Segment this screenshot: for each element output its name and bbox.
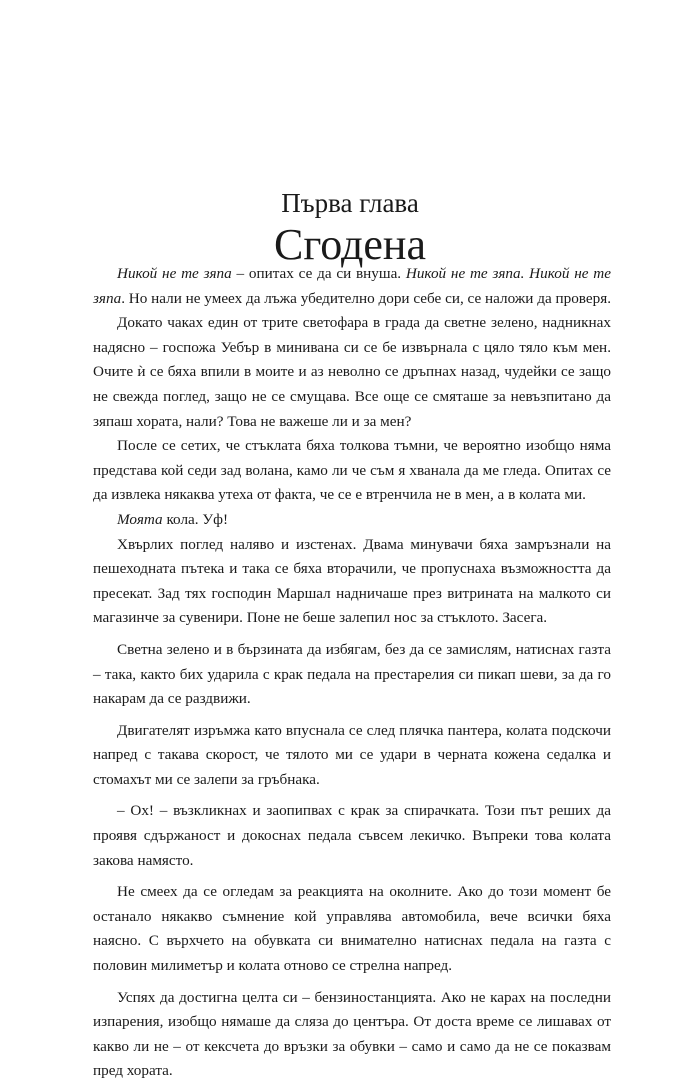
paragraph-segment: Хвърлих поглед наляво и изстенах. Двама минувачи бяха замръзнали на пешеходната пътека и така се бяха вторачили, че пропуснаха възможността да пресекат. Зад тях господин Маршал надничаше през витрината на малкото си магазинче за сувенири. Поне не беше залепил нос за стъклото. Засега. — [93, 535, 611, 627]
paragraph-segment: Никой не те зяпа — [117, 265, 232, 282]
paragraph-segment: Не смеех да се огледам за реакцията на околните. Ако до този момент бе останало някакво съмнение кой управлява автомобила, вече всички бяха наясно. С върхчето на обувката си внимателно натиснах педала на газта с половин милиметър и колата отново се стрелна напред. — [93, 883, 611, 975]
chapter-label: Първа глава — [281, 188, 419, 218]
paragraph-segment: кола. Уф! — [162, 510, 229, 528]
paragraph-2 — [93, 311, 611, 434]
paragraph-4 — [93, 508, 611, 533]
chapter-body — [93, 262, 611, 1084]
paragraph-3 — [93, 434, 611, 508]
paragraph-segment: Докато чаках един от трите светофара в града да светне зелено, надникнах надясно – госпожа Уебър в миниванa си се бе извърнала с цяло тяло към мен. Очите ѝ се бяха впили в моите и аз неволно се дръпнах назад, чудейки се защо не свежда поглед, защо не се смущава. Все още се смяташе за невъзпитано да зяпаш хората, нали? Това не важеше ли и за мен? — [93, 314, 611, 430]
paragraph-segment: – опитах се да си внуша. — [231, 265, 406, 282]
paragraph-9 — [93, 880, 611, 978]
chapter-title: Сгодена — [273, 220, 427, 269]
paragraph-1 — [93, 262, 611, 311]
paragraph-segment: После се сетих, че стъклата бяха толкова тъмни, че вероятно изобщо няма представа кой седи зад волана, камо ли че съм я хванала да ме гледа. Опитах се да извлека някаква утеха от факта, че се е втренчила не в мен, а в колата ми. — [93, 437, 611, 504]
paragraph-segment: . Но нали не умеех да лъжа убедително дори себе си, се наложи да проверя. — [121, 289, 611, 307]
paragraph-segment: Двигателят изръмжа като впуснала се след плячка пантера, колата подскочи напред с такава скорост, че тялото ми се удари в черната кожена седалка и стомахът ми се залепи за гръбнака. — [93, 721, 611, 788]
paragraph-6 — [93, 638, 611, 712]
paragraph-segment: – Ох! – възкликнах и заопипвах с крак за спирачката. Този път реших да проявя сдържаност и докоснах педала съвсем лекичко. Въпреки това колата закова намясто. — [93, 802, 611, 869]
paragraph-10 — [93, 986, 611, 1084]
paragraph-5 — [93, 533, 611, 631]
paragraph-segment: Успях да достигна целта си – бензиностанцията. Ако не карах на последни изпарения, изобщо нямаше да сляза до центъра. От доста време се лишавах от какво ли не – от кексчета до връзки за обувки – само и само да не се показвам пред хората. — [93, 988, 611, 1080]
paragraph-8 — [93, 799, 611, 873]
paragraph-segment: Никой не те зяпа. Никой не те зяпа — [93, 265, 611, 307]
paragraph-7 — [93, 719, 611, 793]
paragraph-segment: Моята — [117, 510, 163, 528]
paragraph-segment: Светна зелено и в бързината да избягам, без да се замислям, натиснах газта – така, както бих ударила с крак педала на престарелия си пикап шеви, за да го накарам да се раздвижи. — [93, 640, 611, 708]
